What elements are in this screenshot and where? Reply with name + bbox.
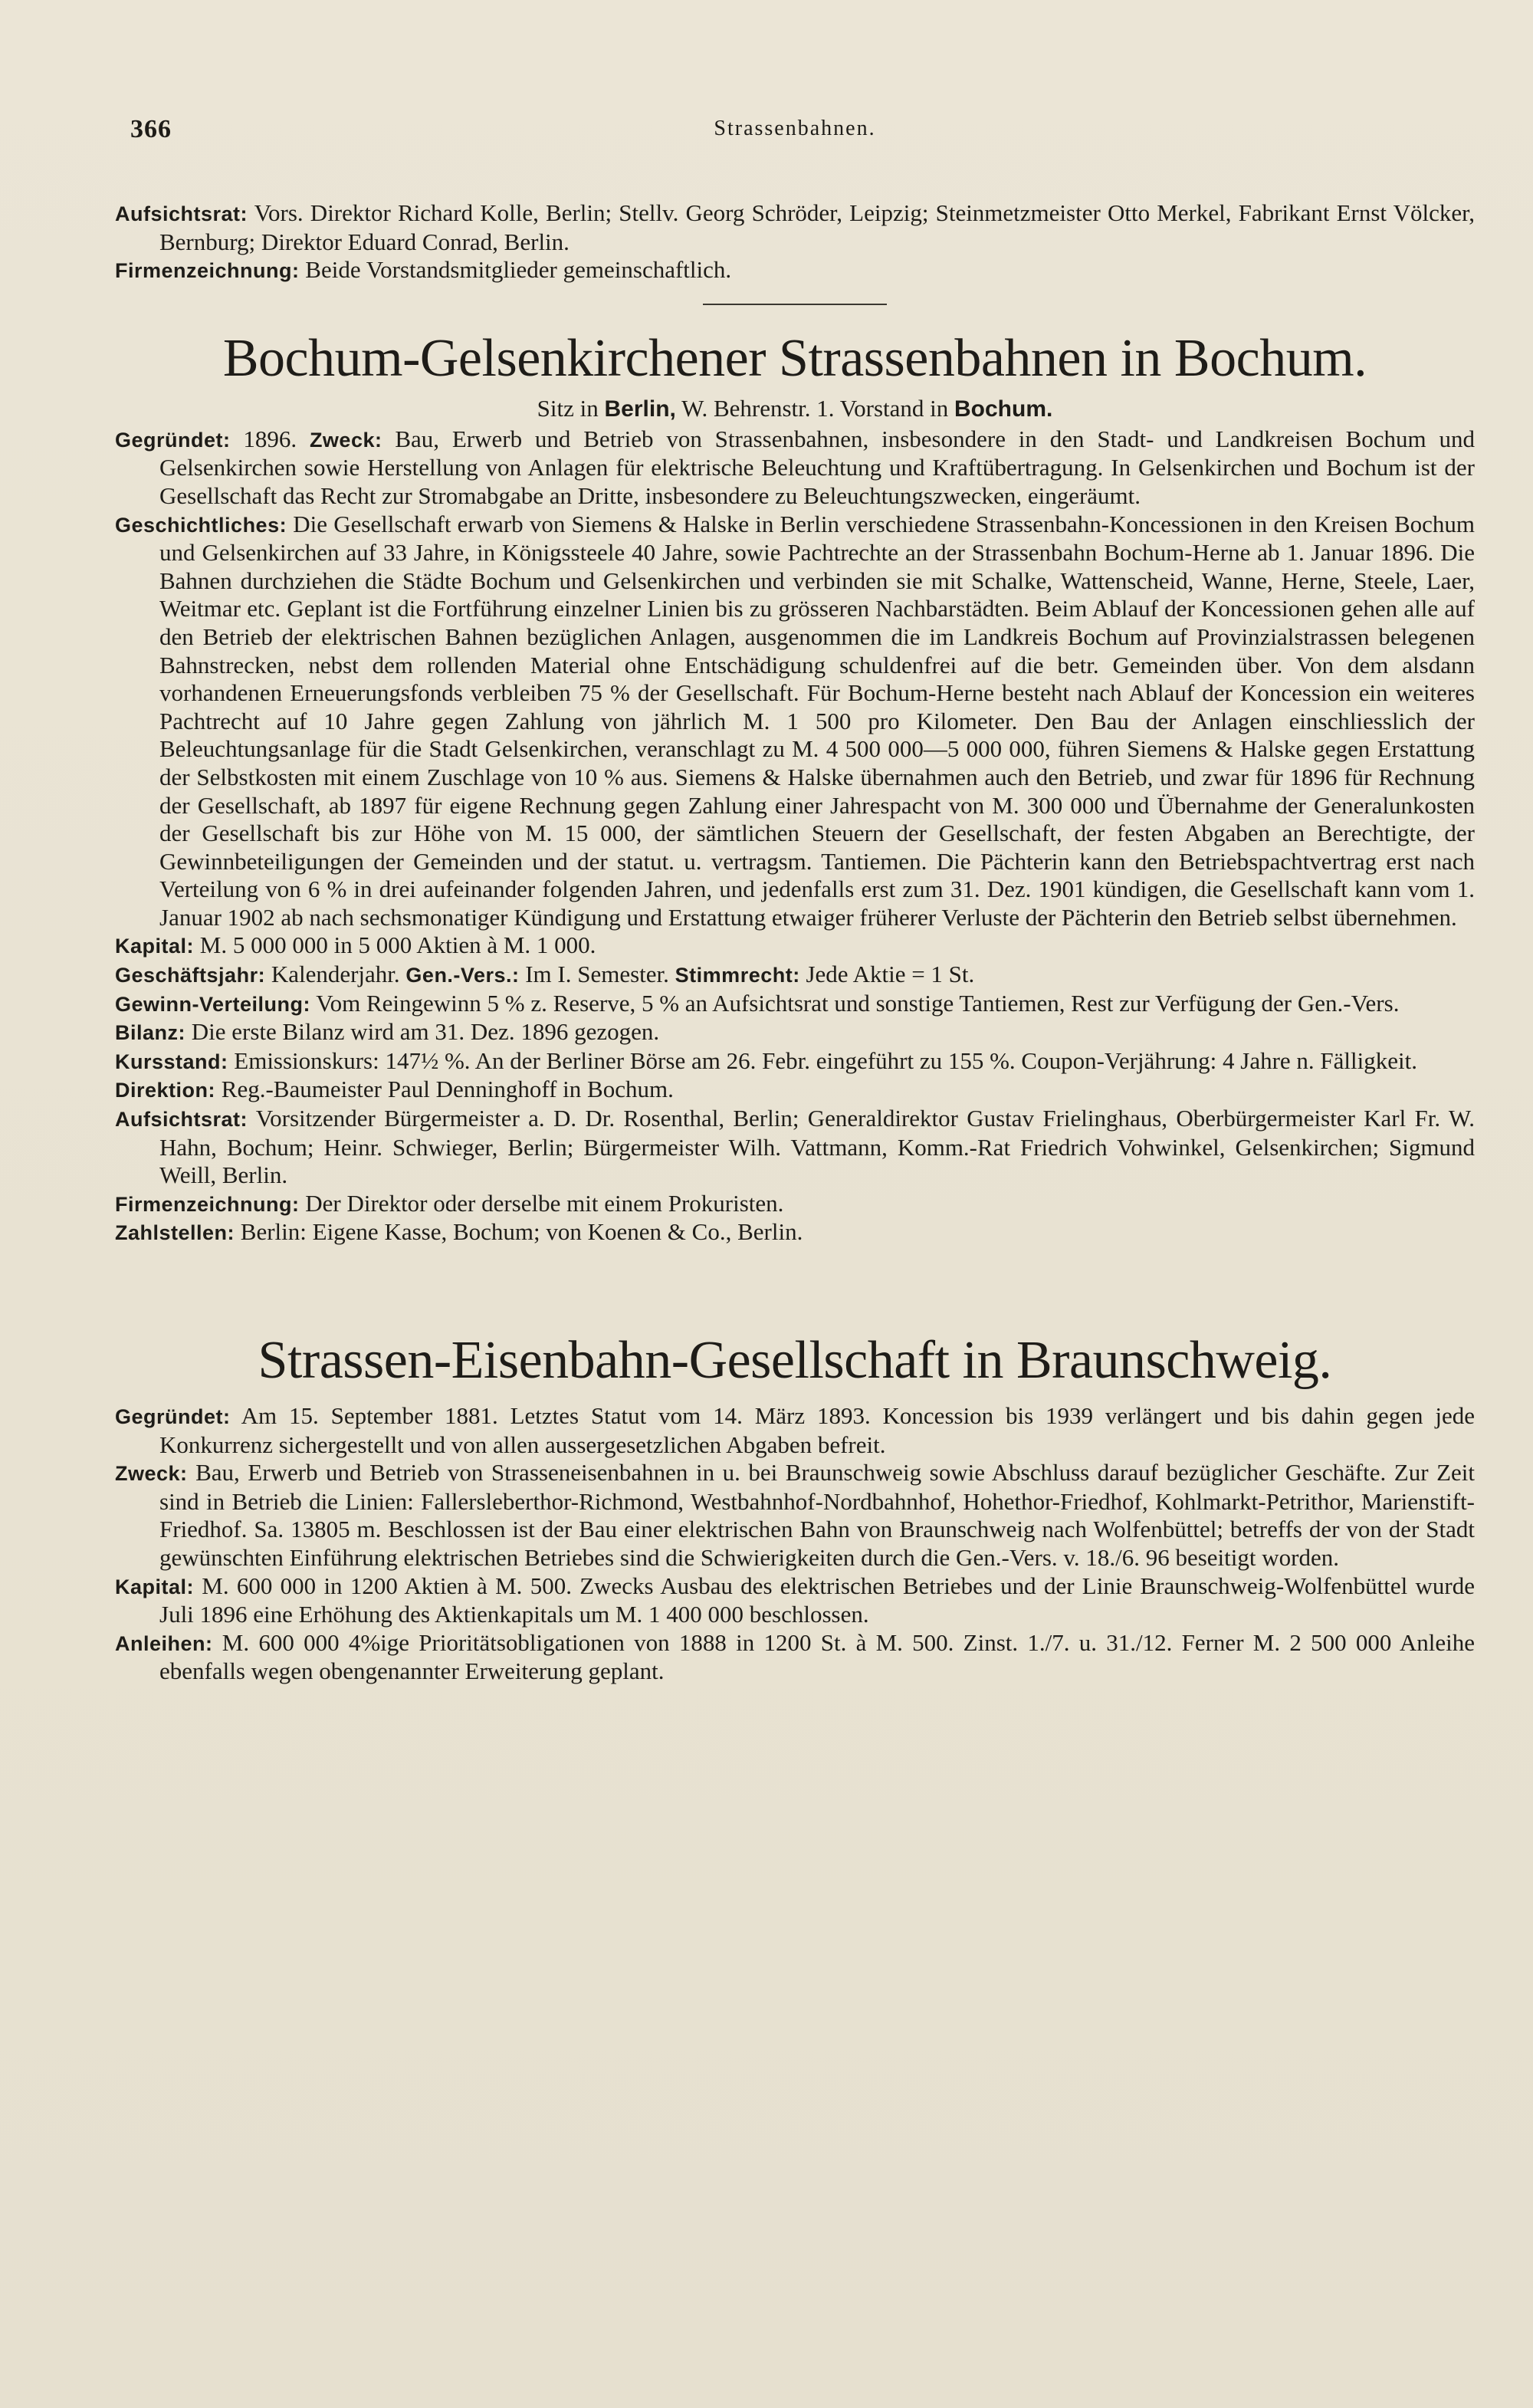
field-anleihen (115, 1629, 1475, 1686)
field-gegruendet (115, 1402, 1475, 1459)
field-label: Kursstand: (115, 1050, 228, 1073)
prev-firmenzeichnung (115, 256, 1475, 285)
field-label: Gegründet: (115, 428, 231, 452)
field-text: Vom Reingewinn 5 % z. Reserve, 5 % an Aufsichtsrat und sonstige Tantiemen, Rest zur Verfügung der Gen.-Vers. (316, 989, 1400, 1017)
field-text: Bau, Erwerb und Betrieb von Strassenbahnen, insbesondere in den Stadt- und Landkreisen Bochum und Gelsenkirchen sowie Herstellung von Anlagen für elektrische Beleuchtung und Kraftübertragung. In Gelsenkirchen und Bochum ist der Gesellschaft das Recht zur Stromabgabe an Dritte, insbesondere zu Beleuchtungszwecken, eingeräumt. (159, 425, 1476, 509)
field-text: M. 600 000 4%ige Prioritätsobligationen von 1888 in 1200 St. à M. 500. Zinst. 1./7. u. 31./12. Ferner M. 2 500 000 Anleihe ebenfalls wegen obengenannter Erweiterung geplant. (159, 1628, 1475, 1685)
field-text: Berlin: Eigene Kasse, Bochum; von Koenen & Co., Berlin. (240, 1218, 803, 1246)
entry-bochum (115, 425, 1475, 1247)
field-text: Kalenderjahr. (271, 961, 400, 988)
field-bilanz (115, 1018, 1475, 1047)
field-zweck (115, 1459, 1475, 1572)
field-text: Der Direktor oder derselbe mit einem Prokuristen. (305, 1189, 784, 1217)
field-text: Emissionskurs: 147½ %. An der Berliner Börse am 26. Febr. eingeführt zu 155 %. Coupon-Verjährung: 4 Jahre n. Fälligkeit. (234, 1046, 1417, 1074)
field-label: Gewinn-Verteilung: (115, 992, 311, 1016)
field-gegruendet (115, 425, 1475, 511)
field-text: 1896. (243, 425, 297, 452)
field-text: Vorsitzender Bürgermeister a. D. Dr. Rosenthal, Berlin; Generaldirektor Gustav Frielinghaus, Oberbürgermeister Karl Fr. W. Hahn, Bochum; Heinr. Schwieger, Berlin; Bürgermeister Wilh. Vattmann, Komm.-Rat Friedrich Vohwinkel, Gelsenkirchen; Sigmund Weill, Berlin. (159, 1105, 1475, 1189)
field-aufsichtsrat (115, 1105, 1475, 1190)
entry-braunschweig (115, 1402, 1475, 1686)
field-text: Jede Aktie = 1 St. (806, 961, 975, 988)
field-text: Reg.-Baumeister Paul Denninghoff in Bochum. (221, 1076, 674, 1103)
field-label: Direktion: (115, 1079, 216, 1102)
field-label: Firmenzeichnung: (115, 259, 300, 283)
field-text: Beide Vorstandsmitglieder gemeinschaftlich. (305, 256, 732, 284)
field-geschaeftsjahr (115, 961, 1475, 990)
field-text: Im I. Semester. (525, 961, 669, 988)
company-title-braunschweig: Strassen-Eisenbahn-Gesellschaft in Braunschweig. (258, 1331, 1332, 1390)
field-label: Geschäftsjahr: (115, 964, 266, 987)
section-divider (703, 304, 887, 305)
field-text: Vors. Direktor Richard Kolle, Berlin; Stellv. Georg Schröder, Leipzig; Steinmetzmeister Otto Merkel, Fabrikant Ernst Völcker, Bernburg; Direktor Eduard Conrad, Berlin. (159, 199, 1475, 255)
field-kapital (115, 1572, 1475, 1629)
field-label: Zahlstellen: (115, 1221, 235, 1245)
field-label: Anleihen: (115, 1631, 213, 1655)
field-direktion (115, 1076, 1475, 1105)
company-seat (115, 394, 1475, 424)
field-text: M. 600 000 in 1200 Aktien à M. 500. Zwecks Ausbau des elektrischen Betriebes und der Linie Braunschweig-Wolfenbüttel wurde Juli 1896 eine Erhöhung des Aktienkapitals um M. 1 400 000 beschlossen. (159, 1572, 1475, 1628)
entry-braunschweig-block (115, 1330, 1475, 1686)
field-label: Gegründet: (115, 1405, 231, 1428)
field-label: Gen.-Vers.: (405, 964, 520, 987)
field-zahlstellen (115, 1218, 1475, 1247)
field-text: Am 15. September 1881. Letztes Statut vom 14. März 1893. Koncession bis 1939 verlängert und bis dahin gegen jede Konkurrenz sichergestellt und von allen aussergesetzlichen Abgaben befreit. (159, 1402, 1475, 1458)
field-text: Die erste Bilanz wird am 31. Dez. 1896 gezogen. (191, 1018, 660, 1046)
field-label: Firmenzeichnung: (115, 1192, 300, 1216)
field-label: Kapital: (115, 1575, 195, 1598)
seat-address: W. Behrenstr. 1. Vorstand in (681, 394, 949, 422)
field-label: Zweck: (309, 428, 382, 452)
field-label: Bilanz: (115, 1021, 186, 1045)
company-title-bochum: Bochum-Gelsenkirchener Strassenbahnen in Bochum. (222, 328, 1367, 388)
seat-prefix: Sitz in (537, 394, 599, 422)
field-label: Aufsichtsrat: (115, 1108, 248, 1132)
field-label: Aufsichtsrat: (115, 202, 248, 225)
field-firmenzeichnung (115, 1190, 1475, 1219)
field-label: Geschichtliches: (115, 513, 287, 537)
field-kursstand (115, 1047, 1475, 1076)
field-label: Kapital: (115, 935, 195, 958)
running-title: Strassenbahnen. (714, 117, 876, 140)
previous-entry-tail (115, 199, 1475, 285)
prev-aufsichtsrat (115, 199, 1475, 256)
seat-board-city: Bochum. (954, 396, 1053, 422)
field-text: Die Gesellschaft erwarb von Siemens & Halske in Berlin verschiedene Strassenbahn-Koncessionen in den Kreisen Bochum und Gelsenkirchen auf 33 Jahre, in Königssteele 40 Jahre, sowie Pachtrechte an der Strassenbahn Bochum-Herne ab 1. Januar 1896. Die Bahnen durchziehen die Städte Bochum und Gelsenkirchen und verbinden sie mit Schalke, Wattenscheid, Wanne, Herne, Steele, Laer, Weitmar etc. Geplant ist die Fortführung einzelner Linien bis zu grösseren Nachbarstädten. Beim Ablauf der Koncessionen gehen alle auf den Betrieb der elektrischen Bahnen bezüglichen Anlagen, ausgenommen die im Landkreis Bochum auf Provinzialstrassen belegenen Bahnstrecken, nebst dem rollenden Material ohne Entschädigung schuldenfrei auf die betr. Gemeinden über. Von dem alsdann vorhandenen Erneuerungsfonds verbleiben 75 % der Gesellschaft. Für Bochum-Herne besteht nach Ablauf der Koncession ein weiteres Pachtrecht auf 10 Jahre gegen Zahlung von jährlich M. 1 500 pro Kilometer. Den Bau der Anlagen einschliesslich der Beleuchtungsanlage für die Stadt Gelsenkirchen, veranschlagt zu M. 4 500 000—5 000 000, führen Siemens & Halske gegen Erstattung der Selbstkosten mit einem Zuschlage von 10 % aus. Siemens & Halske übernahmen auch den Betrieb, und zwar für 1896 für Rechnung der Gesellschaft, ab 1897 für eigene Rechnung gegen Zahlung einer Jahrespacht von M. 300 000 und Übernahme der Generalunkosten der Gesellschaft bis zur Höhe von M. 15 000, der sämtlichen Steuern der Gesellschaft, der festen Abgaben an Berechtigte, der Gewinnbeteiligungen der Gemeinden und der statut. u. vertragsm. Tantiemen. Die Pächterin kann den Betriebspachtvertrag erst nach Verteilung von 6 % in drei aufeinander folgenden Jahren, und jedenfalls erst zum 31. Dez. 1901 kündigen, die Gesellschaft kann vom 1. Januar 1902 ab nach sechsmonatiger Kündigung und Erstattung etwaiger früherer Verluste der Pächterin den Betrieb selbst übernehmen. (159, 510, 1476, 931)
field-gewinn-verteilung (115, 990, 1475, 1019)
field-text: M. 5 000 000 in 5 000 Aktien à M. 1 000. (199, 931, 596, 959)
running-head (115, 115, 1475, 169)
seat-city: Berlin, (604, 396, 676, 422)
field-label: Stimmrecht: (675, 964, 800, 987)
field-label: Zweck: (115, 1462, 188, 1486)
field-text: Bau, Erwerb und Betrieb von Strasseneisenbahnen in u. bei Braunschweig sowie Abschluss darauf bezüglicher Geschäfte. Zur Zeit sind in Betrieb die Linien: Fallersleberthor-Richmond, Westbahnhof-Nordbahnhof, Hohethor-Friedhof, Kohlmarkt-Petrithor, Marienstift-Friedhof. Sa. 13805 m. Beschlossen ist der Bau einer elektrischen Bahn von Braunschweig nach Wolfenbüttel; betreffs der von der Stadt gewünschten Einführung elektrischen Betriebes sind die Schwierigkeiten durch die Gen.-Vers. v. 18./6. 96 beseitigt worden. (159, 1459, 1475, 1571)
field-geschichtliches (115, 511, 1475, 932)
field-kapital (115, 931, 1475, 961)
page-number: 366 (130, 115, 172, 143)
